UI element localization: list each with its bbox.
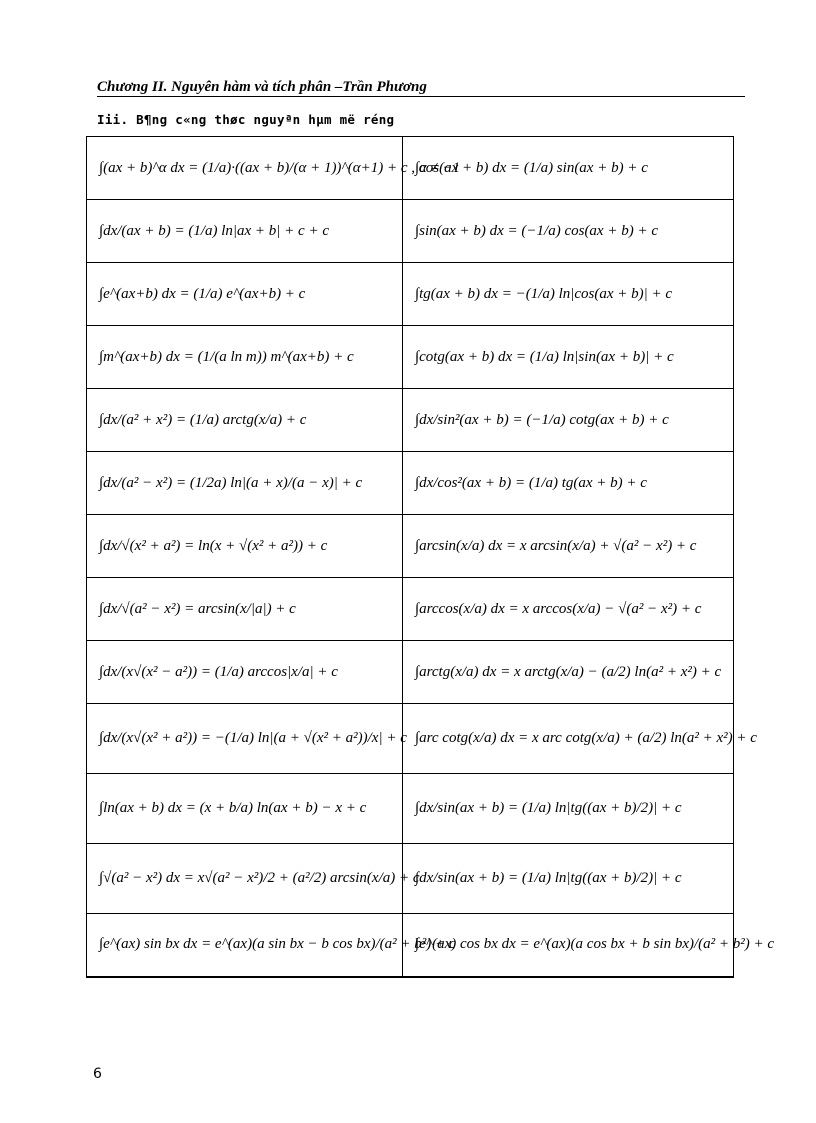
formula-cell: ∫m^(ax+b) dx = (1/(a ln m)) m^(ax+b) + c bbox=[87, 326, 403, 389]
table-row bbox=[87, 578, 734, 641]
table-row bbox=[87, 137, 734, 200]
formula-cell: ∫tg(ax + b) dx = −(1/a) ln|cos(ax + b)| + c bbox=[403, 263, 734, 326]
formula-cell: ∫e^(ax) sin bx dx = e^(ax)(a sin bx − b cos bx)/(a² + b²) + c bbox=[87, 914, 403, 977]
chapter-header: Chương II. Nguyên hàm và tích phân –Trần Phương bbox=[97, 79, 427, 95]
page-number: 6 bbox=[93, 1066, 102, 1082]
formula-cell: ∫dx/(a² − x²) = (1/2a) ln|(a + x)/(a − x)| + c bbox=[87, 452, 403, 515]
table-row bbox=[87, 774, 734, 844]
formula-cell: ∫dx/sin(ax + b) = (1/a) ln|tg((ax + b)/2)| + c bbox=[403, 774, 734, 844]
formula-cell: ∫dx/(a² + x²) = (1/a) arctg(x/a) + c bbox=[87, 389, 403, 452]
table-row bbox=[87, 641, 734, 704]
formula-cell: ∫sin(ax + b) dx = (−1/a) cos(ax + b) + c bbox=[403, 200, 734, 263]
formula-cell: ∫dx/√(a² − x²) = arcsin(x/|a|) + c bbox=[87, 578, 403, 641]
table-row bbox=[87, 452, 734, 515]
formula-cell: ∫arcsin(x/a) dx = x arcsin(x/a) + √(a² − x²) + c bbox=[403, 515, 734, 578]
formula-cell: ∫√(a² − x²) dx = x√(a² − x²)/2 + (a²/2) arcsin(x/a) + c bbox=[87, 844, 403, 914]
formula-cell: ∫arccos(x/a) dx = x arccos(x/a) − √(a² − x²) + c bbox=[403, 578, 734, 641]
formula-cell: ∫dx/(x√(x² + a²)) = −(1/a) ln|(a + √(x² + a²))/x| + c bbox=[87, 704, 403, 774]
formula-cell: ∫e^(ax+b) dx = (1/a) e^(ax+b) + c bbox=[87, 263, 403, 326]
formula-cell: ∫(ax + b)^α dx = (1/a)·((ax + b)/(α + 1))^(α+1) + c , α ≠ −1 bbox=[87, 137, 403, 200]
table-row bbox=[87, 844, 734, 914]
formula-cell: ∫dx/(x√(x² − a²)) = (1/a) arccos|x/a| + c bbox=[87, 641, 403, 704]
table-row bbox=[87, 389, 734, 452]
formula-table bbox=[86, 136, 775, 978]
formula-cell: ∫cotg(ax + b) dx = (1/a) ln|sin(ax + b)| + c bbox=[403, 326, 734, 389]
section-title: Iii. B¶ng c«ng thøc nguyªn hµm më réng bbox=[97, 112, 395, 127]
formula-cell: ∫dx/sin(ax + b) = (1/a) ln|tg((ax + b)/2)| + c bbox=[403, 844, 734, 914]
formula-cell: ∫dx/(ax + b) = (1/a) ln|ax + b| + c + c bbox=[87, 200, 403, 263]
formula-cell: ∫ln(ax + b) dx = (x + b/a) ln(ax + b) − x + c bbox=[87, 774, 403, 844]
table-row bbox=[87, 704, 734, 774]
formula-cell: ∫cos(ax + b) dx = (1/a) sin(ax + b) + c bbox=[403, 137, 734, 200]
table-row bbox=[87, 914, 734, 977]
table-row bbox=[87, 200, 734, 263]
formula-cell: ∫dx/cos²(ax + b) = (1/a) tg(ax + b) + c bbox=[403, 452, 734, 515]
header-divider bbox=[97, 96, 745, 97]
formula-cell: ∫dx/sin²(ax + b) = (−1/a) cotg(ax + b) + c bbox=[403, 389, 734, 452]
formula-cell: ∫arctg(x/a) dx = x arctg(x/a) − (a/2) ln(a² + x²) + c bbox=[403, 641, 734, 704]
formula-cell: ∫dx/√(x² + a²) = ln(x + √(x² + a²)) + c bbox=[87, 515, 403, 578]
formula-cell: ∫e^(ax) cos bx dx = e^(ax)(a cos bx + b sin bx)/(a² + b²) + c bbox=[403, 914, 734, 977]
table-row bbox=[87, 326, 734, 389]
table-row bbox=[87, 263, 734, 326]
table-row bbox=[87, 515, 734, 578]
formula-cell: ∫arc cotg(x/a) dx = x arc cotg(x/a) + (a/2) ln(a² + x²) + c bbox=[403, 704, 734, 774]
